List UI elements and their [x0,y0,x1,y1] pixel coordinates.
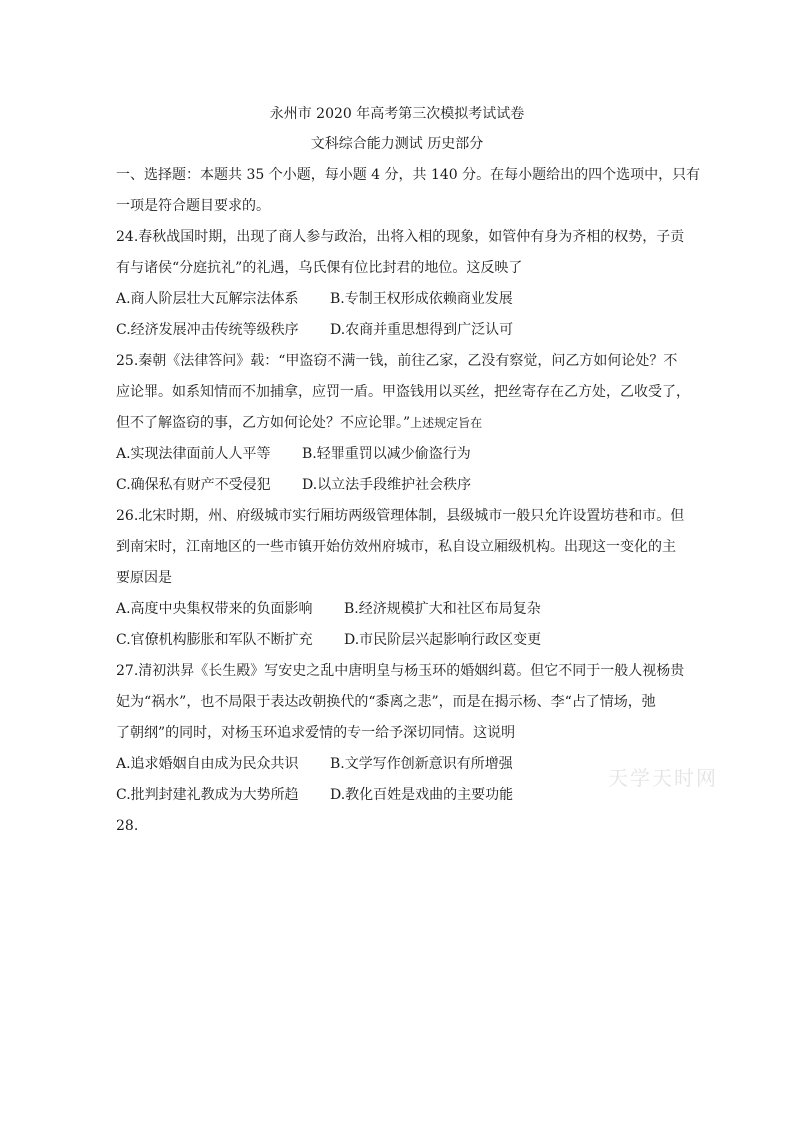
q25-stem-line-3-tail: 上述规定旨在 [410,416,483,430]
q25-stem-line-3 [116,413,482,433]
q25-option-a: A.实现法律面前人人平等 [116,446,271,462]
q26-option-b: B.经济规模扩大和社区布局复杂 [344,601,541,617]
exam-title: 永州市 2020 年高考第三次模拟考试试卷 [269,106,525,122]
q26-option-c: C.官僚机构膨胀和军队不断扩充 [116,632,313,648]
q25-option-b: B.轻罪重罚以减少偷盗行为 [302,446,471,462]
q27-option-d: D.教化百姓是戏曲的主要功能 [330,787,514,803]
q24-option-c: C.经济发展冲击传统等级秩序 [116,322,299,338]
q26-option-d: D.市民阶层兴起影响行政区变更 [344,632,542,648]
q27-stem-line-3: 了朝纲”的同时，对杨玉环追求爱情的专一给予深切同情。这说明 [116,725,516,741]
q27-stem-line-2: 妃为“祸水”，也不局限于表达改朝换代的“黍离之悲”，而是在揭示杨、李“占了情场，弛 [116,694,656,710]
q25-stem-line-1: 25.秦朝《法律答问》载：“甲盗窃不满一钱，前往乙家，乙没有察觉，问乙方如何论处？不 [116,353,678,369]
q27-option-b: B.文学写作创新意识有所增强 [330,756,513,772]
q25-stem-line-2: 应论罪。如系知情而不加捕拿，应罚一盾。甲盗钱用以买丝，把丝寄存在乙方处，乙收受了， [116,384,690,400]
q24-option-a: A.商人阶层壮大瓦解宗法体系 [116,291,299,307]
q25-option-d: D.以立法手段维护社会秩序 [302,477,472,493]
section-instruction-line-2: 一项是符合题目要求的。 [116,198,270,214]
q27-stem-line-1: 27.清初洪昇《长生殿》写安史之乱中唐明皇与杨玉环的婚姻纠葛。但它不同于一般人视杨贵 [116,663,685,679]
q24-option-d: D.农商并重思想得到广泛认可 [330,322,514,338]
watermark: 天学天时网 [608,766,718,790]
q27-option-c: C.批判封建礼教成为大势所趋 [116,787,299,803]
q27-option-a: A.追求婚姻自由成为民众共识 [116,756,299,772]
q26-stem-line-3: 要原因是 [116,570,172,586]
q24-stem-line-1: 24.春秋战国时期，出现了商人参与政治，出将入相的现象，如管仲有身为齐相的权势，子贡 [116,229,685,245]
q26-stem-line-2: 到南宋时，江南地区的一些市镇开始仿效州府城市，私自设立厢级机构。出现这一变化的主 [116,539,676,555]
q26-option-a: A.高度中央集权带来的负面影响 [116,601,313,617]
section-instruction-line-1: 一、选择题：本题共 35 个小题，每小题 4 分，共 140 分。在每小题给出的四个选项中，只有 [116,167,701,183]
q24-stem-line-2: 有与诸侯“分庭抗礼”的礼遇，乌氏倮有位比封君的地位。这反映了 [116,260,523,276]
q25-stem-line-3-main: 但不了解盗窃的事，乙方如何论处？不应论罪。” [116,415,411,431]
q28-number: 28. [116,818,139,834]
q24-option-b: B.专制王权形成依赖商业发展 [330,291,513,307]
exam-subtitle: 文科综合能力测试 历史部分 [310,136,484,152]
q26-stem-line-1: 26.北宋时期，州、府级城市实行厢坊两级管理体制，县级城市一般只允许设置坊巷和市。但 [116,508,685,524]
q25-option-c: C.确保私有财产不受侵犯 [116,477,271,493]
